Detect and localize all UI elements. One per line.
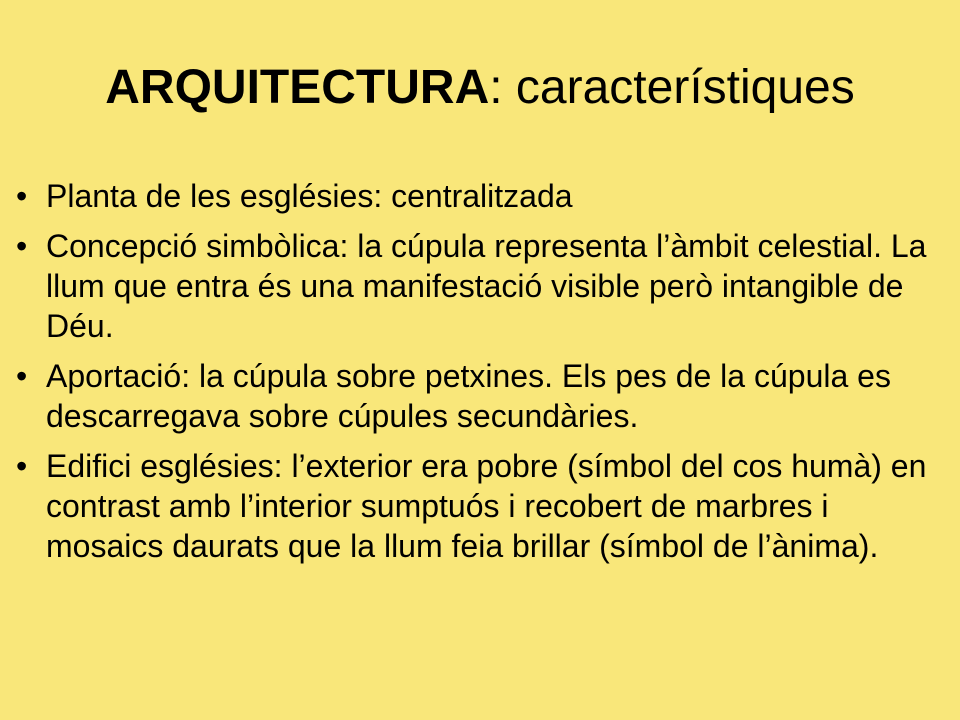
bullet-dot-icon: • bbox=[16, 358, 28, 394]
bullet-dot-icon: • bbox=[16, 178, 28, 214]
slide-title bbox=[0, 60, 960, 116]
bullet-dot-icon: • bbox=[16, 228, 28, 264]
bullet-text: Planta de les esglésies: centralitzada bbox=[46, 178, 573, 214]
title-keyword: ARQUITECTURA bbox=[105, 61, 490, 114]
bullet-item bbox=[16, 446, 952, 566]
title-subtitle: : característiques bbox=[489, 61, 855, 114]
bullet-text: Aportació: la cúpula sobre petxines. Els pes de la cúpula es descarregava sobre cúpules secundàries. bbox=[46, 358, 891, 434]
bullet-list bbox=[16, 176, 952, 576]
bullet-text: Edifici esglésies: l’exterior era pobre (símbol del cos humà) en contrast amb l’interior sumptuós i recobert de marbres i mosaics daurats que la llum feia brillar (símbol de l’ànima). bbox=[46, 448, 927, 564]
bullet-item bbox=[16, 176, 952, 216]
bullet-text: Concepció simbòlica: la cúpula representa l’àmbit celestial. La llum que entra és una manifestació visible però intangible de Déu. bbox=[46, 228, 927, 344]
bullet-dot-icon: • bbox=[16, 448, 28, 484]
bullet-item bbox=[16, 226, 952, 346]
bullet-item bbox=[16, 356, 952, 436]
